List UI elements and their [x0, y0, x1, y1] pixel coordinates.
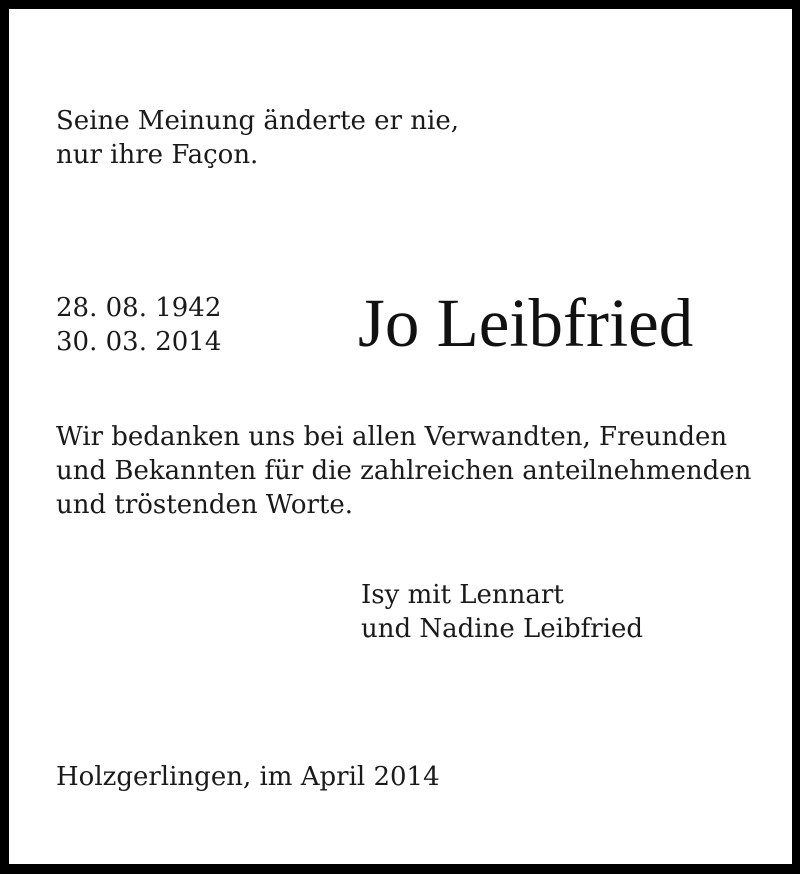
place-and-date: Holzgerlingen, im April 2014: [56, 762, 440, 792]
deceased-name: Jo Leibfried: [358, 285, 694, 361]
thanks-line-1: Wir bedanken uns bei allen Verwandten, Freunden: [56, 422, 728, 452]
death-date: 30. 03. 2014: [56, 327, 222, 357]
motto: [56, 104, 459, 172]
motto-line-2: nur ihre Façon.: [56, 140, 259, 170]
birth-date: 28. 08. 1942: [56, 293, 222, 323]
thanks-line-3: und tröstenden Worte.: [56, 490, 354, 520]
life-dates: [56, 291, 221, 359]
signer-line-1: Isy mit Lennart: [361, 580, 564, 610]
thanks-text: [56, 420, 751, 522]
signer-line-2: und Nadine Leibfried: [361, 614, 644, 644]
motto-line-1: Seine Meinung änderte er nie,: [56, 106, 459, 136]
signers: [361, 578, 643, 646]
thanks-line-2: und Bekannten für die zahlreichen anteilnehmenden: [56, 456, 752, 486]
